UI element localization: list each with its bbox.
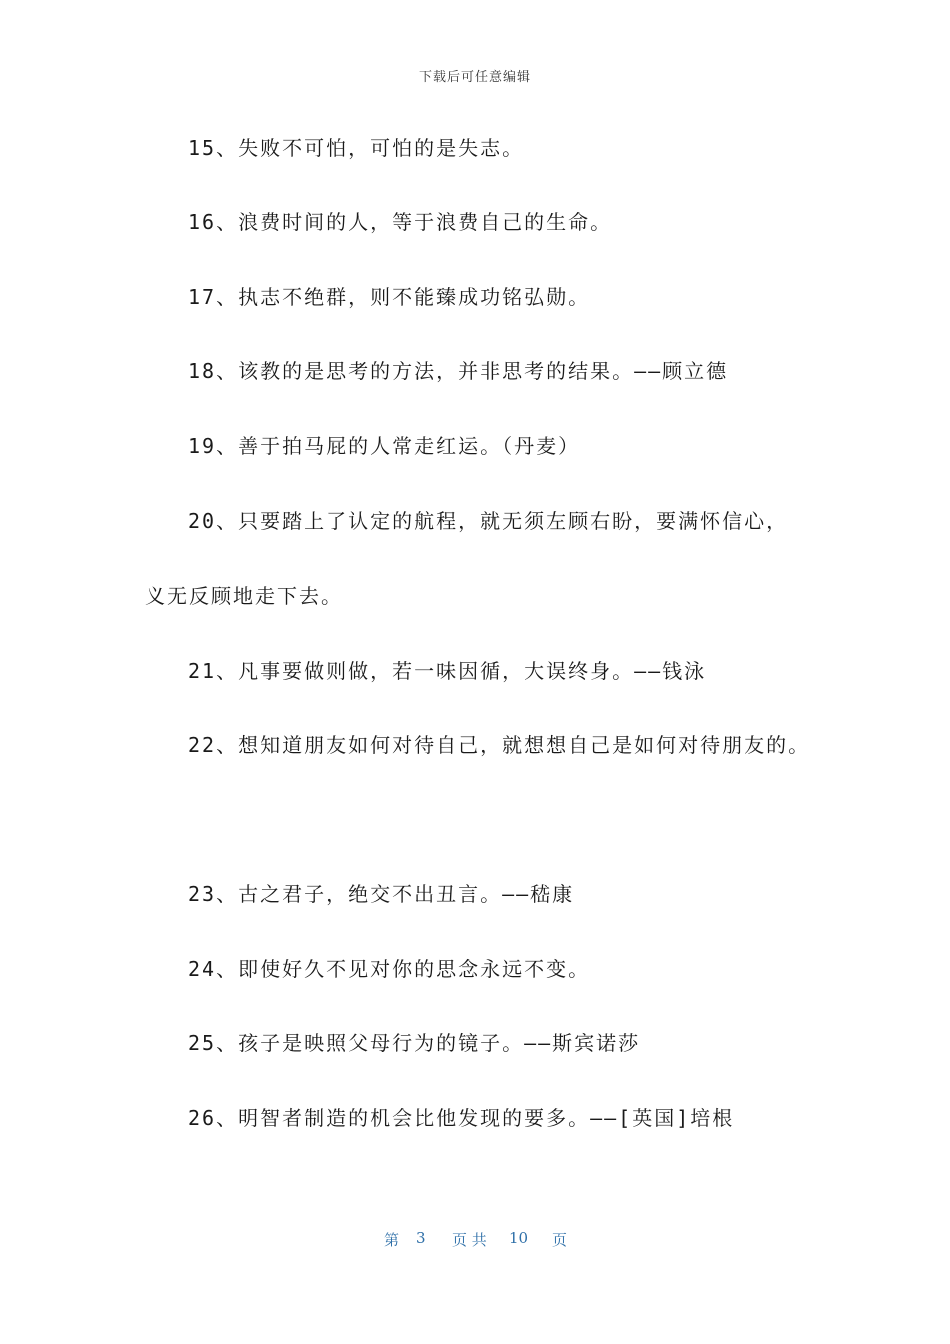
page-footer [0,1229,950,1251]
quote-line-continuation: 义无反顾地走下去。 [145,584,343,608]
footer-label-ye: 页 [552,1231,568,1249]
footer-label-di: 第 [384,1231,400,1249]
quote-line: 19、善于拍马屁的人常走红运。（丹麦） [188,434,581,458]
quote-line: 16、浪费时间的人，等于浪费自己的生命。 [188,210,613,234]
page-header: 下载后可任意编辑 [418,70,531,85]
quote-line: 18、该教的是思考的方法，并非思考的结果。——顾立德 [188,359,729,383]
quote-line: 26、明智者制造的机会比他发现的要多。——[英国]培根 [188,1106,735,1130]
footer-label-ye-gong: 页 共 [452,1231,487,1249]
quote-line: 15、失败不可怕，可怕的是失志。 [188,136,525,160]
footer-total-pages: 10 [509,1229,529,1247]
quote-line: 20、只要踏上了认定的航程，就无须左顾右盼，要满怀信心， [188,509,789,533]
footer-current-page: 3 [416,1229,426,1247]
quote-line: 22、想知道朋友如何对待自己，就想想自己是如何对待朋友的。 [188,733,811,757]
quote-line: 21、凡事要做则做，若一味因循，大误终身。——钱泳 [188,659,707,683]
quote-line: 25、孩子是映照父母行为的镜子。——斯宾诺莎 [188,1031,641,1055]
quote-line: 17、执志不绝群，则不能臻成功铭弘勋。 [188,285,591,309]
quote-line: 23、古之君子，绝交不出丑言。——嵇康 [188,882,575,906]
quote-line: 24、即使好久不见对你的思念永远不变。 [188,957,591,981]
